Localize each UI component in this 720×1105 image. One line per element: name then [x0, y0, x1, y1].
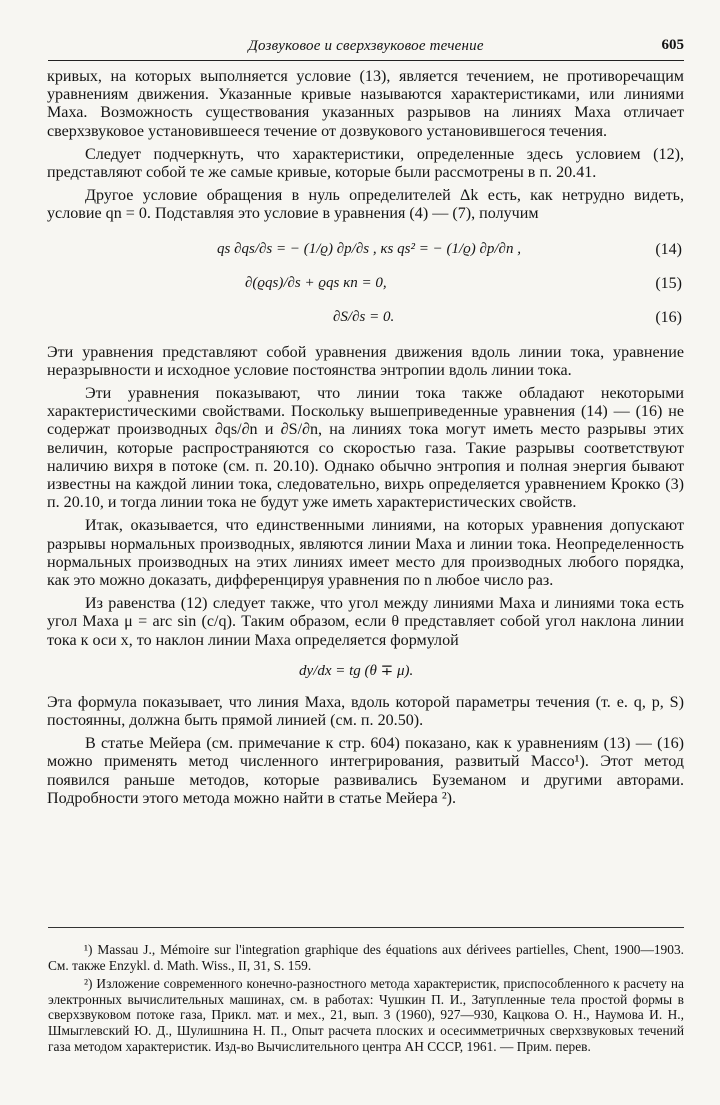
- equation-number: (15): [655, 274, 682, 292]
- paragraph: Из равенства (12) следует также, что угол между линиями Маха и линиями тока есть угол Маха μ = arc sin (c/q). Таким образом, если θ представляет собой угол наклона линии тока к оси x, то наклон линии Маха определяется формулой: [47, 595, 684, 649]
- paragraph: кривых, на которых выполняется условие (13), является течением, не противоречащим уравнениям движения. Указанные кривые называются характеристиками, или линиями Маха. Возможность существования указанных разрывов на линиях Маха отличает сверхзвуковое установившееся течение от дозвукового установившегося течения.: [47, 68, 684, 140]
- formula-expression: dy/dx = tg (θ ∓ μ).: [299, 662, 414, 679]
- running-title: Дозвуковое и сверхзвуковое течение: [248, 38, 484, 54]
- paragraph: Эти уравнения представляют собой уравнения движения вдоль линии тока, уравнение неразрывности и исходное условие постоянства энтропии вдоль линии тока.: [47, 343, 684, 379]
- equation-number: (16): [655, 308, 682, 326]
- paragraph: Эти уравнения показывают, что линии тока также обладают некоторыми характеристическими свойствами. Поскольку вышеприведенные уравнения (14) — (16) не содержат производных ∂qs/∂n и ∂S/∂n, на линиях тока могут иметь место разрывы этих величин, которые распространяются со скоростью газа. Такие разрывы соответствуют наличию вихря в потоке (см. п. 20.10). Однако обычно энтропия и полная энергия бывают известны на каждой линии тока, следовательно, вихрь определяется уравнением Крокко (3) п. 20.10, и тогда линии тока не будут уже иметь характеристических свойств.: [47, 385, 684, 512]
- paragraph: Итак, оказывается, что единственными линиями, на которых уравнения допускают разрывы нормальных производных, являются линии Маха и линии тока. Неопределенность нормальных производных на этих линиях имеет место для производных любого порядка, как это можно доказать, дифференцируя уравнения по n любое число раз.: [47, 517, 684, 590]
- equation-14: [47, 232, 684, 266]
- equation-15: [47, 266, 684, 300]
- footnote-2: ²) Изложение современного конечно-разностного метода характеристик, приспособленного к расчету на электронных вычислительных машинах, см. в работах: Чушкин П. И., Затупленные тела простой формы в сверхзвуковом потоке газа, Прикл. мат. и мех., 21, вып. 3 (1960), 927—930, Кацкова О. Н., Наумова И. Н., Шмыглевский Ю. Д., Шулишнина Н. П., Опыт расчета плоских и осесимметричных сверхзвуковых течений газа методом характеристик. Изд-во Вычислительного центра АН СССР, 1961. — Прим. перев.: [48, 976, 684, 1054]
- footnotes: [48, 927, 684, 1057]
- paragraph: Другое условие обращения в нуль определителей Δk есть, как нетрудно видеть, условие qn = 0. Подставляя это условие в уравнения (4) — (7), получим: [47, 187, 684, 223]
- footnote-1: ¹) Massau J., Mémoire sur l'integration graphique des équations aux dérivees partielles, Chent, 1900—1903. См. также Enzykl. d. Math. Wiss., II, 31, S. 159.: [48, 942, 684, 973]
- running-header: [48, 34, 684, 61]
- main-text: [47, 68, 684, 808]
- paragraph: В статье Мейера (см. примечание к стр. 604) показано, как к уравнениям (13) — (16) можно применять метод численного интегрирования, развитый Массо¹). Этот метод появился раньше методов, которые развивались Буземаном и другими авторами. Подробности этого метода можно найти в статье Мейера ²).: [47, 735, 684, 807]
- equation-16: [47, 300, 684, 334]
- equation-expression: qs ∂qs/∂s = − (1/ϱ) ∂p/∂s , κs qs² = − (1/ϱ) ∂p/∂n ,: [217, 240, 521, 257]
- paragraph: Следует подчеркнуть, что характеристики, определенные здесь условием (12), представляют собой те же самые кривые, которые были рассмотрены в п. 20.41.: [47, 145, 684, 182]
- equation-number: (14): [655, 240, 682, 258]
- equation-expression: ∂(ϱqs)/∂s + ϱqs κn = 0,: [245, 274, 387, 291]
- paragraph: Эта формула показывает, что линия Маха, вдоль которой параметры течения (т. е. q, p, S) постоянны, должна быть прямой линией (см. п. 20.50).: [47, 693, 684, 730]
- page-number: 605: [661, 37, 684, 53]
- equation-expression: ∂S/∂s = 0.: [333, 308, 395, 325]
- mach-line-formula: [47, 650, 684, 694]
